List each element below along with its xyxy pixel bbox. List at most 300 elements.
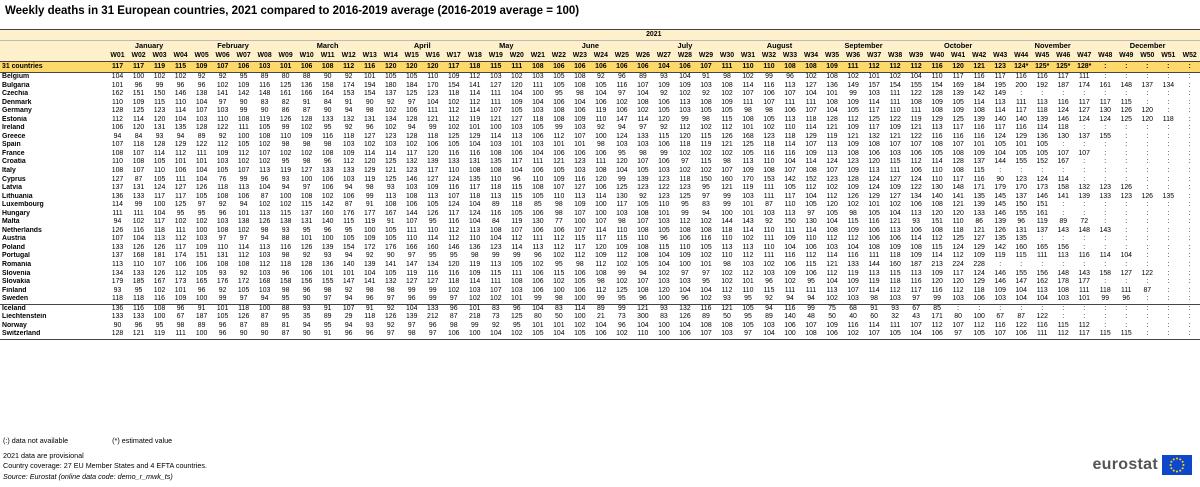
table-cell: 105 — [384, 73, 397, 80]
week-header: W38 — [885, 51, 906, 62]
table-cell: 133 — [132, 269, 145, 277]
table-cell: 94 — [260, 235, 269, 243]
table-cell: : — [1104, 278, 1107, 286]
week-header: W15 — [401, 51, 422, 62]
table-cell: 100 — [279, 192, 292, 200]
week-header-row — [0, 51, 1200, 62]
table-cell: 120 — [132, 124, 145, 132]
table-cell: 127 — [574, 184, 586, 192]
table-cell: 139 — [426, 158, 439, 166]
table-cell: 109 — [973, 149, 985, 157]
table-cell: 104 — [805, 90, 817, 98]
table-cell: 112 — [847, 235, 859, 243]
table-cell: 113 — [679, 98, 691, 106]
table-cell: 95 — [281, 158, 290, 166]
table-cell: 160 — [1015, 243, 1027, 251]
table-cell: 139 — [1078, 192, 1090, 200]
table-cell: 125 — [868, 115, 880, 123]
table-cell: 136 — [1036, 132, 1048, 140]
country-name: Norway — [2, 321, 27, 329]
table-cell: 93 — [281, 226, 290, 234]
table-cell: 148 — [1057, 269, 1069, 277]
table-cell: 112 — [805, 184, 817, 192]
table-cell: 98 — [281, 286, 290, 294]
table-cell: 113 — [427, 192, 439, 200]
table-row — [0, 176, 1200, 185]
table-cell: 105 — [1015, 149, 1027, 157]
table-cell: 140 — [321, 218, 334, 226]
table-cell: 104 — [532, 98, 544, 106]
table-cell: 114 — [805, 124, 817, 132]
table-cell: 128 — [195, 124, 208, 132]
table-cell: 84 — [134, 132, 143, 140]
week-header: W11 — [317, 51, 338, 62]
table-cell: 135 — [994, 235, 1006, 243]
table-cell: 146 — [405, 175, 418, 183]
table-cell: 96 — [260, 175, 269, 183]
table-cell: 96 — [401, 295, 422, 304]
table-cell: 114 — [469, 90, 481, 98]
table-cell: 118 — [973, 286, 985, 294]
table-cell: : — [1062, 235, 1065, 243]
table-cell: 94 — [281, 184, 290, 192]
table-cell: 120 — [380, 62, 401, 73]
table-cell: 116 — [1036, 321, 1048, 329]
table-cell: 120 — [401, 62, 422, 73]
table-cell: 101 — [532, 321, 544, 329]
table-cell: 103 — [511, 286, 523, 294]
table-cell: 105 — [342, 235, 355, 243]
table-cell: 113 — [910, 269, 922, 277]
table-cell: 154 — [931, 81, 943, 89]
table-cell: 108 — [931, 201, 943, 209]
table-cell: 138 — [195, 90, 208, 98]
table-cell: 102 — [384, 107, 397, 115]
table-cell: 121 — [128, 330, 149, 339]
table-cell: 111 — [889, 167, 901, 175]
table-cell: 101 — [321, 269, 334, 277]
table-cell: 100 — [300, 175, 313, 183]
table-cell: 128 — [931, 90, 943, 98]
table-cell: 106 — [532, 226, 544, 234]
table-cell: 155 — [321, 278, 334, 286]
table-cell: 90 — [323, 107, 332, 115]
logo-text: eurostat — [1092, 456, 1158, 473]
table-cell: 127 — [1078, 107, 1090, 115]
table-cell: 101 — [700, 261, 712, 269]
table-cell: : — [1020, 261, 1023, 269]
table-cell: 114 — [1036, 124, 1048, 132]
table-cell: : — [978, 304, 981, 312]
table-cell: 99 — [428, 286, 437, 294]
table-cell: 111 — [506, 62, 527, 73]
table-cell: : — [1167, 243, 1170, 251]
table-cell: 91 — [702, 73, 710, 80]
table-cell: 116 — [973, 175, 985, 183]
table-cell: 300 — [637, 313, 649, 321]
table-cell: 123 — [679, 184, 691, 192]
table-cell: 102 — [448, 98, 460, 106]
table-cell: 130 — [616, 192, 628, 200]
table-cell: 112 — [553, 235, 565, 243]
table-cell: 146 — [448, 243, 460, 251]
table-row — [0, 304, 1200, 313]
table-cell: 103 — [889, 149, 901, 157]
table-cell: 106 — [342, 192, 355, 200]
table-row — [0, 201, 1200, 210]
table-cell: 140 — [994, 115, 1006, 123]
table-cell: 97 — [317, 295, 338, 304]
table-cell: 109 — [679, 81, 691, 89]
table-cell: 100 — [490, 124, 502, 132]
table-cell: 93 — [891, 304, 899, 312]
table-cell: 106 — [569, 62, 590, 73]
table-cell: 97 — [422, 330, 443, 339]
table-cell: 102 — [553, 278, 565, 286]
week-header: W22 — [548, 51, 569, 62]
table-cell: 106 — [532, 269, 544, 277]
table-cell: 117 — [952, 73, 964, 80]
table-cell: 104 — [469, 218, 481, 226]
table-cell: : — [1104, 209, 1107, 217]
table-cell: 137 — [300, 209, 313, 217]
table-cell: 92 — [660, 90, 668, 98]
table-cell: 128 — [405, 132, 418, 140]
table-cell: 166 — [300, 90, 313, 98]
table-cell: 109 — [847, 167, 859, 175]
table-cell: 132 — [1078, 184, 1090, 192]
table-cell: 108 — [637, 252, 649, 260]
table-cell: 116 — [133, 304, 145, 312]
table-cell: : — [1167, 184, 1170, 192]
table-cell: 110 — [427, 226, 439, 234]
table-cell: 98 — [386, 286, 395, 294]
table-cell: 109 — [952, 107, 964, 115]
table-cell: 114 — [175, 107, 187, 115]
table-cell: 120 — [1141, 107, 1154, 115]
table-cell: 110 — [217, 115, 229, 123]
table-cell: 115 — [721, 115, 733, 123]
table-cell: 104 — [258, 184, 271, 192]
table-cell: 108 — [801, 330, 822, 339]
table-cell: 120 — [658, 286, 670, 294]
table-cell: 101 — [363, 73, 376, 80]
table-cell: 133 — [111, 313, 124, 321]
table-cell: 80 — [281, 73, 290, 80]
table-cell: 125 — [405, 90, 418, 98]
table-cell: 98 — [576, 261, 584, 269]
table-cell: 104 — [679, 73, 691, 80]
table-cell: 103 — [742, 261, 754, 269]
table-cell: 100 — [973, 313, 985, 321]
table-cell: 96 — [512, 175, 521, 183]
week-header: W16 — [422, 51, 443, 62]
table-cell: 95 — [512, 321, 521, 329]
table-cell: 101 — [342, 269, 355, 277]
table-cell: : — [1062, 167, 1065, 175]
table-cell: 117 — [1099, 98, 1111, 106]
table-cell: 100 — [237, 132, 250, 140]
table-cell: 142 — [973, 90, 985, 98]
table-cell: 117 — [175, 192, 187, 200]
table-cell: 122 — [910, 90, 922, 98]
table-cell: 108 — [237, 115, 250, 123]
table-cell: 111 — [490, 90, 502, 98]
table-cell: 121 — [721, 184, 733, 192]
table-cell: 120 — [422, 62, 443, 73]
table-cell: 98 — [281, 252, 290, 260]
table-cell: 123 — [1015, 175, 1027, 183]
table-cell: 104 — [700, 286, 712, 294]
table-cell: : — [1188, 141, 1191, 149]
table-cell: 131 — [216, 252, 229, 260]
table-cell: 102 — [511, 73, 523, 80]
table-cell: 109 — [742, 167, 754, 175]
table-cell: 118 — [805, 115, 817, 123]
table-cell: 96 — [449, 304, 458, 312]
table-cell: 103 — [826, 243, 838, 251]
table-cell: 119 — [910, 115, 922, 123]
table-cell: 120 — [595, 175, 607, 183]
table-cell: 100 — [321, 235, 334, 243]
table-cell: : — [1146, 149, 1149, 157]
table-cell: 136 — [321, 261, 334, 269]
table-cell: 110 — [763, 226, 775, 234]
table-cell: 96 — [197, 81, 206, 89]
table-cell: 102 — [700, 167, 712, 175]
table-cell: 108 — [553, 115, 565, 123]
table-cell: 103 — [258, 252, 271, 260]
table-cell: : — [1188, 218, 1191, 226]
table-cell: 90 — [239, 98, 248, 106]
table-cell: 103 — [342, 175, 355, 183]
table-cell: 139 — [637, 175, 649, 183]
table-cell: 121 — [826, 261, 838, 269]
table-cell: 124 — [868, 175, 880, 183]
table-cell: 127 — [973, 235, 985, 243]
table-cell: 110 — [952, 218, 964, 226]
table-cell: 113 — [1036, 286, 1048, 294]
table-cell: : — [1083, 124, 1086, 132]
table-cell: 101 — [1015, 141, 1027, 149]
month-header: September — [822, 41, 906, 52]
table-cell: 101 — [237, 209, 250, 217]
table-cell: 117 — [175, 243, 187, 251]
table-cell: 121 — [847, 132, 859, 140]
month-header: November — [1011, 41, 1095, 52]
table-cell: 99 — [765, 73, 773, 80]
table-cell: 106 — [784, 261, 796, 269]
table-cell: 105 — [742, 304, 754, 312]
table-cell: 127 — [1120, 269, 1132, 277]
table-cell: 125 — [952, 115, 964, 123]
table-cell: 135 — [973, 192, 985, 200]
table-cell: 99 — [723, 201, 731, 209]
table-cell: 107 — [784, 167, 796, 175]
table-cell: 137 — [973, 158, 985, 166]
table-cell: 173 — [174, 278, 187, 286]
table-cell: 35 — [302, 313, 311, 321]
table-cell: 115 — [301, 201, 313, 209]
table-cell: 117 — [595, 235, 607, 243]
table-cell: 84 — [323, 98, 332, 106]
table-cell: 114 — [742, 226, 754, 234]
table-cell: 93 — [302, 304, 311, 312]
table-cell: 109 — [679, 252, 691, 260]
table-cell: : — [1083, 175, 1086, 183]
table-cell: : — [1104, 167, 1107, 175]
table-cell: 107 — [637, 81, 649, 89]
table-cell: 102 — [611, 330, 632, 339]
table-cell: 91 — [197, 304, 206, 312]
table-cell: 106 — [784, 107, 796, 115]
week-header: W20 — [506, 51, 527, 62]
eu-star — [1173, 470, 1175, 472]
table-cell: 95 — [744, 313, 752, 321]
table-cell: 125 — [679, 192, 691, 200]
table-cell: 176 — [384, 243, 397, 251]
table-cell: 116 — [133, 226, 145, 234]
table-cell: : — [1020, 167, 1023, 175]
week-header: W50 — [1137, 51, 1158, 62]
eu-star — [1183, 464, 1185, 466]
week-header: W03 — [149, 51, 170, 62]
table-cell: 94 — [113, 218, 122, 226]
table-cell: 115 — [1095, 330, 1116, 339]
table-cell: 40 — [849, 313, 857, 321]
table-cell: 107 — [847, 286, 859, 294]
table-cell: 111 — [133, 209, 144, 217]
table-cell: 122 — [1141, 269, 1154, 277]
table-cell: 161 — [1099, 81, 1111, 89]
country-name: Lithuania — [2, 192, 33, 200]
table-cell: 120 — [426, 149, 439, 157]
table-cell: 118 — [217, 184, 229, 192]
table-cell: 107 — [553, 184, 565, 192]
table-cell: 105 — [931, 149, 943, 157]
table-cell: 118 — [343, 132, 355, 140]
table-cell: 107 — [742, 90, 754, 98]
table-cell: 99 — [491, 252, 500, 260]
table-cell: 129 — [469, 132, 481, 140]
table-cell: 102 — [553, 252, 565, 260]
table-cell: 108 — [469, 167, 481, 175]
table-cell: 108 — [742, 115, 754, 123]
table-cell: : — [1104, 158, 1107, 166]
table-cell: : — [1104, 235, 1107, 243]
table-cell: 94 — [801, 295, 822, 304]
table-cell: 113 — [784, 209, 796, 217]
table-row — [0, 244, 1200, 253]
table-cell: 104 — [637, 90, 649, 98]
table-cell: 107 — [195, 107, 208, 115]
table-cell: 113 — [154, 235, 166, 243]
table-cell: 109 — [342, 149, 355, 157]
table-cell: 101 — [174, 286, 187, 294]
table-cell: 95 — [737, 295, 758, 304]
country-name: Poland — [2, 243, 25, 251]
table-cell: 120 — [826, 201, 838, 209]
table-cell: 118 — [952, 226, 964, 234]
table-cell: 92 — [639, 192, 647, 200]
table-cell: 91 — [365, 304, 374, 312]
table-cell: 144 — [994, 158, 1006, 166]
table-cell: : — [1146, 226, 1149, 234]
table-cell: 139 — [321, 243, 334, 251]
table-cell: 114 — [364, 149, 376, 157]
table-cell: 96 — [323, 226, 332, 234]
table-cell: 124 — [952, 243, 964, 251]
table-cell: 104 — [405, 304, 418, 312]
table-cell: 148 — [952, 184, 964, 192]
table-cell: 103 — [885, 295, 906, 304]
table-cell: 142 — [994, 243, 1006, 251]
table-cell: 92 — [218, 73, 227, 80]
table-cell: 103 — [195, 115, 208, 123]
table-cell: 117 — [406, 149, 418, 157]
table-cell: 113 — [742, 158, 754, 166]
table-cell: 102 — [847, 201, 859, 209]
table-cell: 108 — [826, 98, 838, 106]
table-cell: 127 — [511, 115, 523, 123]
table-cell: : — [1125, 261, 1128, 269]
table-cell: 103 — [637, 141, 649, 149]
table-cell: 109 — [170, 295, 191, 304]
table-cell: 104 — [784, 243, 796, 251]
table-cell: 115 — [763, 286, 775, 294]
table-cell: 109 — [658, 81, 670, 89]
table-cell: 131 — [132, 184, 145, 192]
table-cell: 116 — [448, 184, 460, 192]
table-cell: 106 — [237, 192, 250, 200]
table-cell: 120 — [448, 261, 460, 269]
table-cell: 138 — [237, 218, 250, 226]
table-cell: : — [1041, 304, 1044, 312]
week-header: W31 — [737, 51, 758, 62]
table-cell: 102 — [532, 261, 544, 269]
table-cell: 112 — [343, 158, 355, 166]
table-cell: 108 — [384, 201, 397, 209]
table-cell: 114 — [238, 243, 250, 251]
table-cell: 114 — [910, 235, 922, 243]
table-cell: 126 — [384, 313, 397, 321]
table-cell: 133 — [448, 158, 460, 166]
table-cell: 85 — [933, 304, 941, 312]
table-cell: 32 — [891, 313, 899, 321]
table-cell: 89 — [197, 321, 206, 329]
table-cell: 108 — [952, 167, 964, 175]
table-cell: 125 — [616, 184, 628, 192]
table-cell: 98 — [597, 141, 605, 149]
table-cell: 115 — [616, 235, 628, 243]
table-cell: : — [1125, 141, 1128, 149]
table-cell: 115 — [658, 243, 670, 251]
table-cell: 67 — [912, 304, 920, 312]
table-cell: 106 — [910, 201, 922, 209]
table-cell: 100 — [595, 132, 607, 140]
table-cell: 106 — [616, 107, 628, 115]
table-cell: 110 — [721, 252, 733, 260]
table-cell: 73 — [491, 313, 500, 321]
table-cell: 108 — [952, 149, 964, 157]
table-cell: : — [1125, 201, 1128, 209]
table-cell: 99 — [618, 269, 626, 277]
table-cell: 105 — [195, 192, 208, 200]
table-cell: 141 — [216, 90, 229, 98]
table-cell: : — [1188, 81, 1191, 89]
table-cell: 115 — [700, 132, 712, 140]
table-cell: 126 — [1120, 107, 1132, 115]
